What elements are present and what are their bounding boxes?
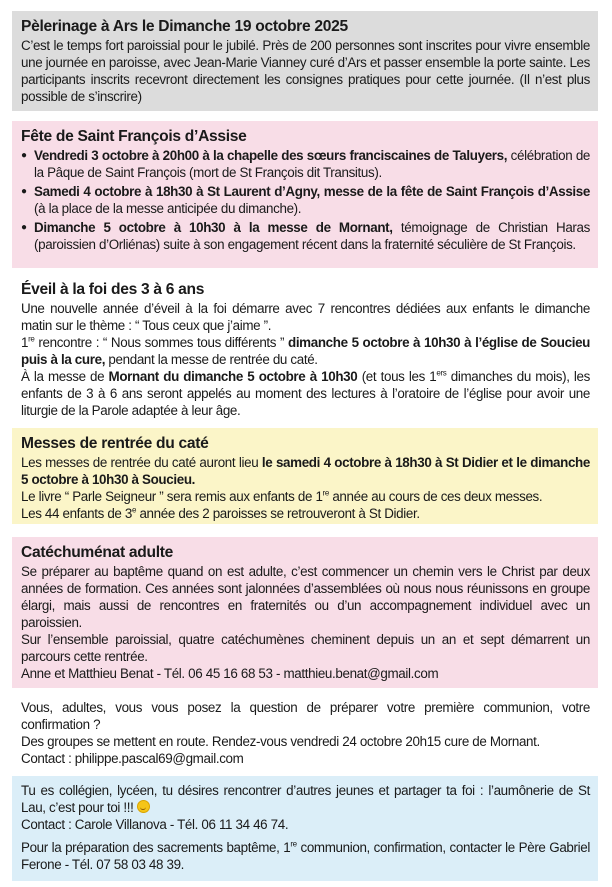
- messes-cate-children: Les 44 enfants de 3e année des 2 paroisses se retrouveront à St Didier.: [21, 505, 420, 521]
- catechumenat-text-2: Sur l’ensemble paroissial, quatre catéchumènes cheminent depuis un an et sept démarrent un parcours cette rentrée.: [21, 632, 590, 664]
- catechumenat-contact: Anne et Matthieu Benat - Tél. 06 45 16 68 53 - matthieu.benat@gmail.com: [21, 666, 439, 681]
- eveil-foi-section: [12, 274, 598, 422]
- communion-section: [12, 693, 598, 771]
- saint-francis-item-3: ● Dimanche 5 octobre à 10h30 à la messe de Mornant, témoignage de Christian Haras (paroissien d’Orliénas) suite à son engagement récent dans la fraternité séculière de St François.: [21, 219, 590, 253]
- catechumenat-title: Catéchuménat adulte: [21, 544, 174, 561]
- pilgrimage-text: C’est le temps fort paroissial pour le jubilé. Près de 200 personnes sont inscrites pour vivre ensemble une journée en paroisse, avec Jean-Marie Vianney curé d’Ars et passer ensemble la porte sainte. Les participants inscrits recevront directement les consignes pratiques pour cette journée. (Il n’est plus possible de s’inscrire): [21, 38, 590, 104]
- eveil-foi-title: Éveil à la foi des 3 à 6 ans: [21, 281, 205, 298]
- aumonerie-section: [12, 776, 598, 881]
- saint-francis-item-1: ● Vendredi 3 octobre à 20h00 à la chapelle des sœurs franciscaines de Taluyers, célébration de la Pâque de Saint François (mort de St François dit Transitus).: [21, 147, 590, 181]
- pilgrimage-title: Pèlerinage à Ars le Dimanche 19 octobre 2025: [21, 18, 348, 35]
- catechumenat-section: [12, 537, 598, 688]
- aumonerie-contact: Contact : Carole Villanova - Tél. 06 11 34 46 74.: [21, 817, 289, 832]
- smiley-face-icon: [137, 800, 150, 813]
- pilgrimage-section: [12, 11, 598, 111]
- catechumenat-text-1: Se préparer au baptême quand on est adulte, c’est commencer un chemin vers le Christ par deux années de formation. Ces années sont jalonnées d’assemblées où nous nous réunissons en groupe élargi, mais aussi de rencontres en fraternités ou d’un accompagnement individuel avec un paroissien.: [21, 564, 590, 630]
- messes-cate-book: Le livre “ Parle Seigneur ” sera remis aux enfants de 1re année au cours de ces deux messes.: [21, 488, 543, 504]
- eveil-foi-first-meeting: 1re rencontre : “ Nous sommes tous différents ” dimanche 5 octobre à 10h30 à l’église de Soucieu puis à la cure, pendant la messe de rentrée du caté.: [21, 334, 590, 367]
- communion-groups: Des groupes se mettent en route. Rendez-vous vendredi 24 octobre 20h15 cure de Mornant.: [21, 734, 540, 749]
- messes-cate-section: [12, 428, 598, 524]
- eveil-foi-mornant: À la messe de Mornant du dimanche 5 octobre à 10h30 (et tous les 1ers dimanches du mois), les enfants de 3 à 6 ans seront appelés au moment des lectures à l’oratoire de l’église pour avoir une liturgie de la Parole adaptée à leur âge.: [21, 368, 591, 418]
- eveil-foi-intro: Une nouvelle année d’éveil à la foi démarre avec 7 rencontres dédiées aux enfants le dimanche matin sur le thème : “ Tous ceux que j’aime ”.: [21, 301, 590, 333]
- saint-francis-section: [12, 121, 598, 268]
- communion-contact: Contact : philippe.pascal69@gmail.com: [21, 751, 244, 766]
- messes-cate-dates: Les messes de rentrée du caté auront lieu le samedi 4 octobre à 18h30 à St Didier et le dimanche 5 octobre à 10h30 à Soucieu.: [21, 455, 590, 487]
- aumonerie-text: Tu es collégien, lycéen, tu désires rencontrer d’autres jeunes et partager ta foi : l’aumônerie de St Lau, c’est pour toi !!!: [21, 783, 590, 815]
- sacraments-contact: Pour la préparation des sacrements baptême, 1re communion, confirmation, contacter le Père Gabriel Ferone - Tél. 07 58 03 48 39.: [21, 839, 590, 872]
- messes-cate-title: Messes de rentrée du caté: [21, 435, 209, 452]
- communion-question: Vous, adultes, vous vous posez la question de préparer votre première communion, votre confirmation ?: [21, 700, 590, 732]
- saint-francis-item-2: ● Samedi 4 octobre à 18h30 à St Laurent d’Agny, messe de la fête de Saint François d’Assise (à la place de la messe anticipée du dimanche).: [21, 183, 590, 217]
- saint-francis-title: Fête de Saint François d’Assise: [21, 128, 247, 145]
